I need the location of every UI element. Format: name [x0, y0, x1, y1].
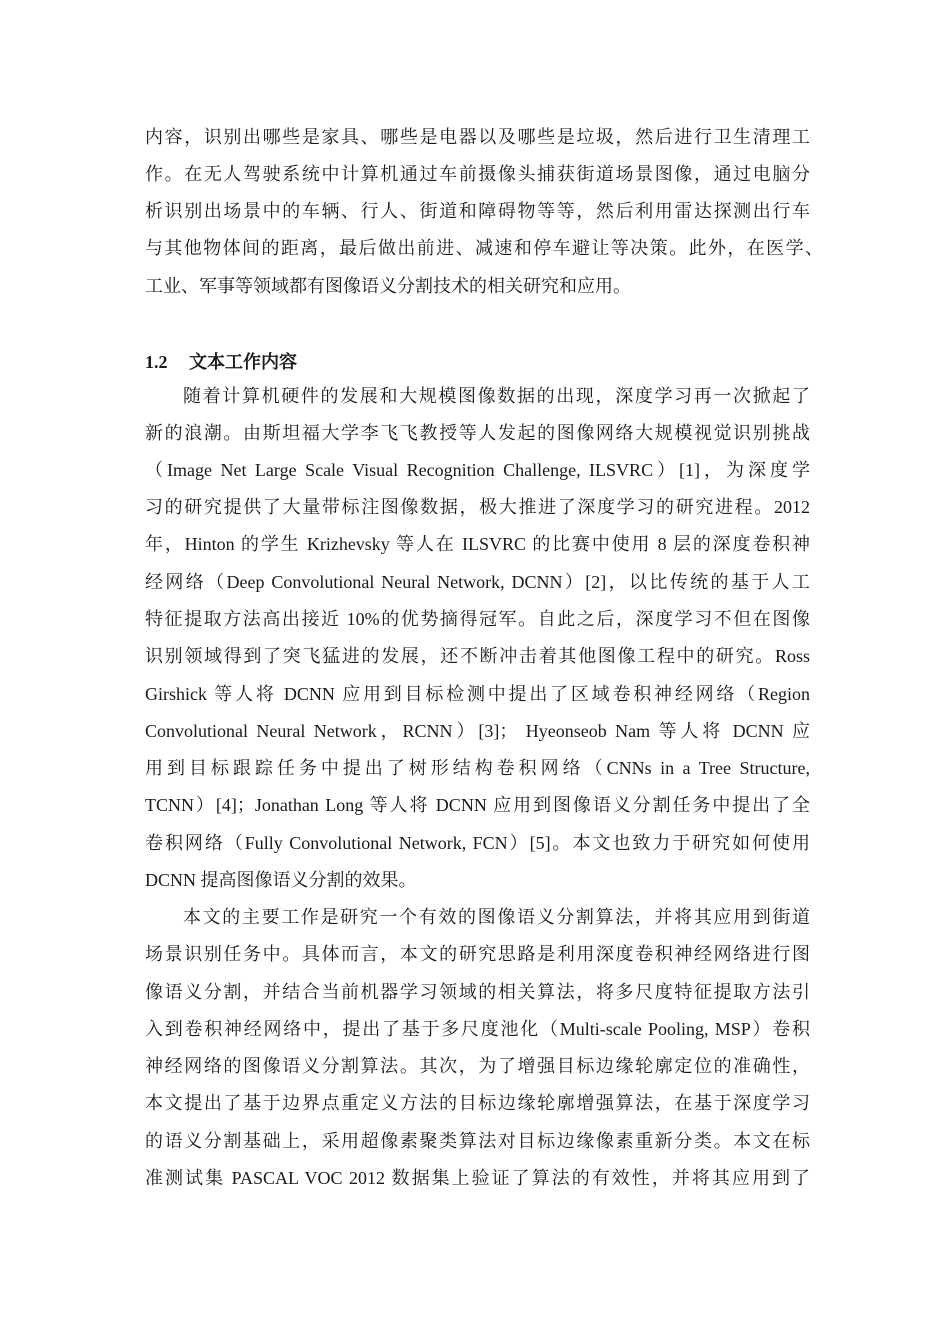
paragraph-3-line-5: 神经网络的图像语义分割算法。其次，为了增强目标边缘轮廓定位的准确性， — [145, 1056, 810, 1076]
paragraph-2-line-5: 年，Hinton 的学生 Krizhevsky 等人在 ILSVRC 的比赛中使用 8 层的深度卷积神 — [145, 534, 810, 554]
paragraph-2-line-11: 用到目标跟踪任务中提出了树形结构卷积网络（CNNs in a Tree Structure, — [145, 758, 810, 778]
paragraph-3-line-7: 的语义分割基础上，采用超像素聚类算法对目标边缘像素重新分类。本文在标 — [145, 1131, 810, 1151]
paragraph-1-line-5: 工业、军事等领域都有图像语义分割技术的相关研究和应用。 — [145, 276, 631, 296]
paragraph-3-line-8: 准测试集 PASCAL VOC 2012 数据集上验证了算法的有效性，并将其应用到了 — [145, 1168, 810, 1188]
paragraph-2-line-2: 新的浪潮。由斯坦福大学李飞飞教授等人发起的图像网络大规模视觉识别挑战 — [145, 423, 810, 443]
paragraph-2-line-13: 卷积网络（Fully Convolutional Network, FCN）[5]。本文也致力于研究如何使用 — [145, 833, 810, 853]
paragraph-3-line-1: 本文的主要工作是研究一个有效的图像语义分割算法，并将其应用到街道 — [183, 907, 810, 927]
paragraph-2-line-7: 特征提取方法高出接近 10%的优势摘得冠军。自此之后，深度学习不但在图像 — [145, 609, 810, 629]
paragraph-3-line-2: 场景识别任务中。具体而言，本文的研究思路是利用深度卷积神经网络进行图 — [145, 944, 810, 964]
paragraph-1-line-1: 内容，识别出哪些是家具、哪些是电器以及哪些是垃圾，然后进行卫生清理工 — [145, 127, 810, 147]
paragraph-3-line-3: 像语义分割，并结合当前机器学习领域的相关算法，将多尺度特征提取方法引 — [145, 982, 810, 1002]
section-title: 文本工作内容 — [189, 352, 297, 372]
paragraph-1-line-4: 与其他物体间的距离，最后做出前进、减速和停车避让等决策。此外，在医学、 — [145, 238, 823, 258]
paragraph-2-line-6: 经网络（Deep Convolutional Neural Network, DCNN）[2]，以比传统的基于人工 — [145, 572, 810, 592]
paragraph-2-line-12: TCNN）[4]；Jonathan Long 等人将 DCNN 应用到图像语义分割任务中提出了全 — [145, 795, 810, 815]
section-number: 1.2 — [145, 352, 168, 372]
paragraph-2-line-3: （Image Net Large Scale Visual Recognition Challenge, ILSVRC）[1]，为深度学 — [145, 460, 810, 480]
section-heading — [145, 344, 297, 381]
paragraph-2-line-14: DCNN 提高图像语义分割的效果。 — [145, 870, 417, 890]
paragraph-3-line-6: 本文提出了基于边界点重定义方法的目标边缘轮廓增强算法，在基于深度学习 — [145, 1093, 810, 1113]
paragraph-2-line-4: 习的研究提供了大量带标注图像数据，极大推进了深度学习的研究进程。2012 — [145, 497, 810, 517]
paragraph-2-line-1: 随着计算机硬件的发展和大规模图像数据的出现，深度学习再一次掀起了 — [183, 386, 810, 406]
paragraph-2-line-10: Convolutional Neural Network，RCNN）[3]； Hyeonseob Nam 等人将 DCNN 应 — [145, 721, 810, 741]
paragraph-3-line-4: 入到卷积神经网络中，提出了基于多尺度池化（Multi-scale Pooling, MSP）卷积 — [145, 1019, 810, 1039]
paragraph-1-line-3: 析识别出场景中的车辆、行人、街道和障碍物等等，然后利用雷达探测出行车 — [145, 201, 810, 221]
paragraph-1-line-2: 作。在无人驾驶系统中计算机通过车前摄像头捕获街道场景图像，通过电脑分 — [145, 164, 810, 184]
paragraph-2-line-8: 识别领域得到了突飞猛进的发展，还不断冲击着其他图像工程中的研究。Ross — [145, 646, 810, 666]
paragraph-2-line-9: Girshick 等人将 DCNN 应用到目标检测中提出了区域卷积神经网络（Region — [145, 684, 810, 704]
